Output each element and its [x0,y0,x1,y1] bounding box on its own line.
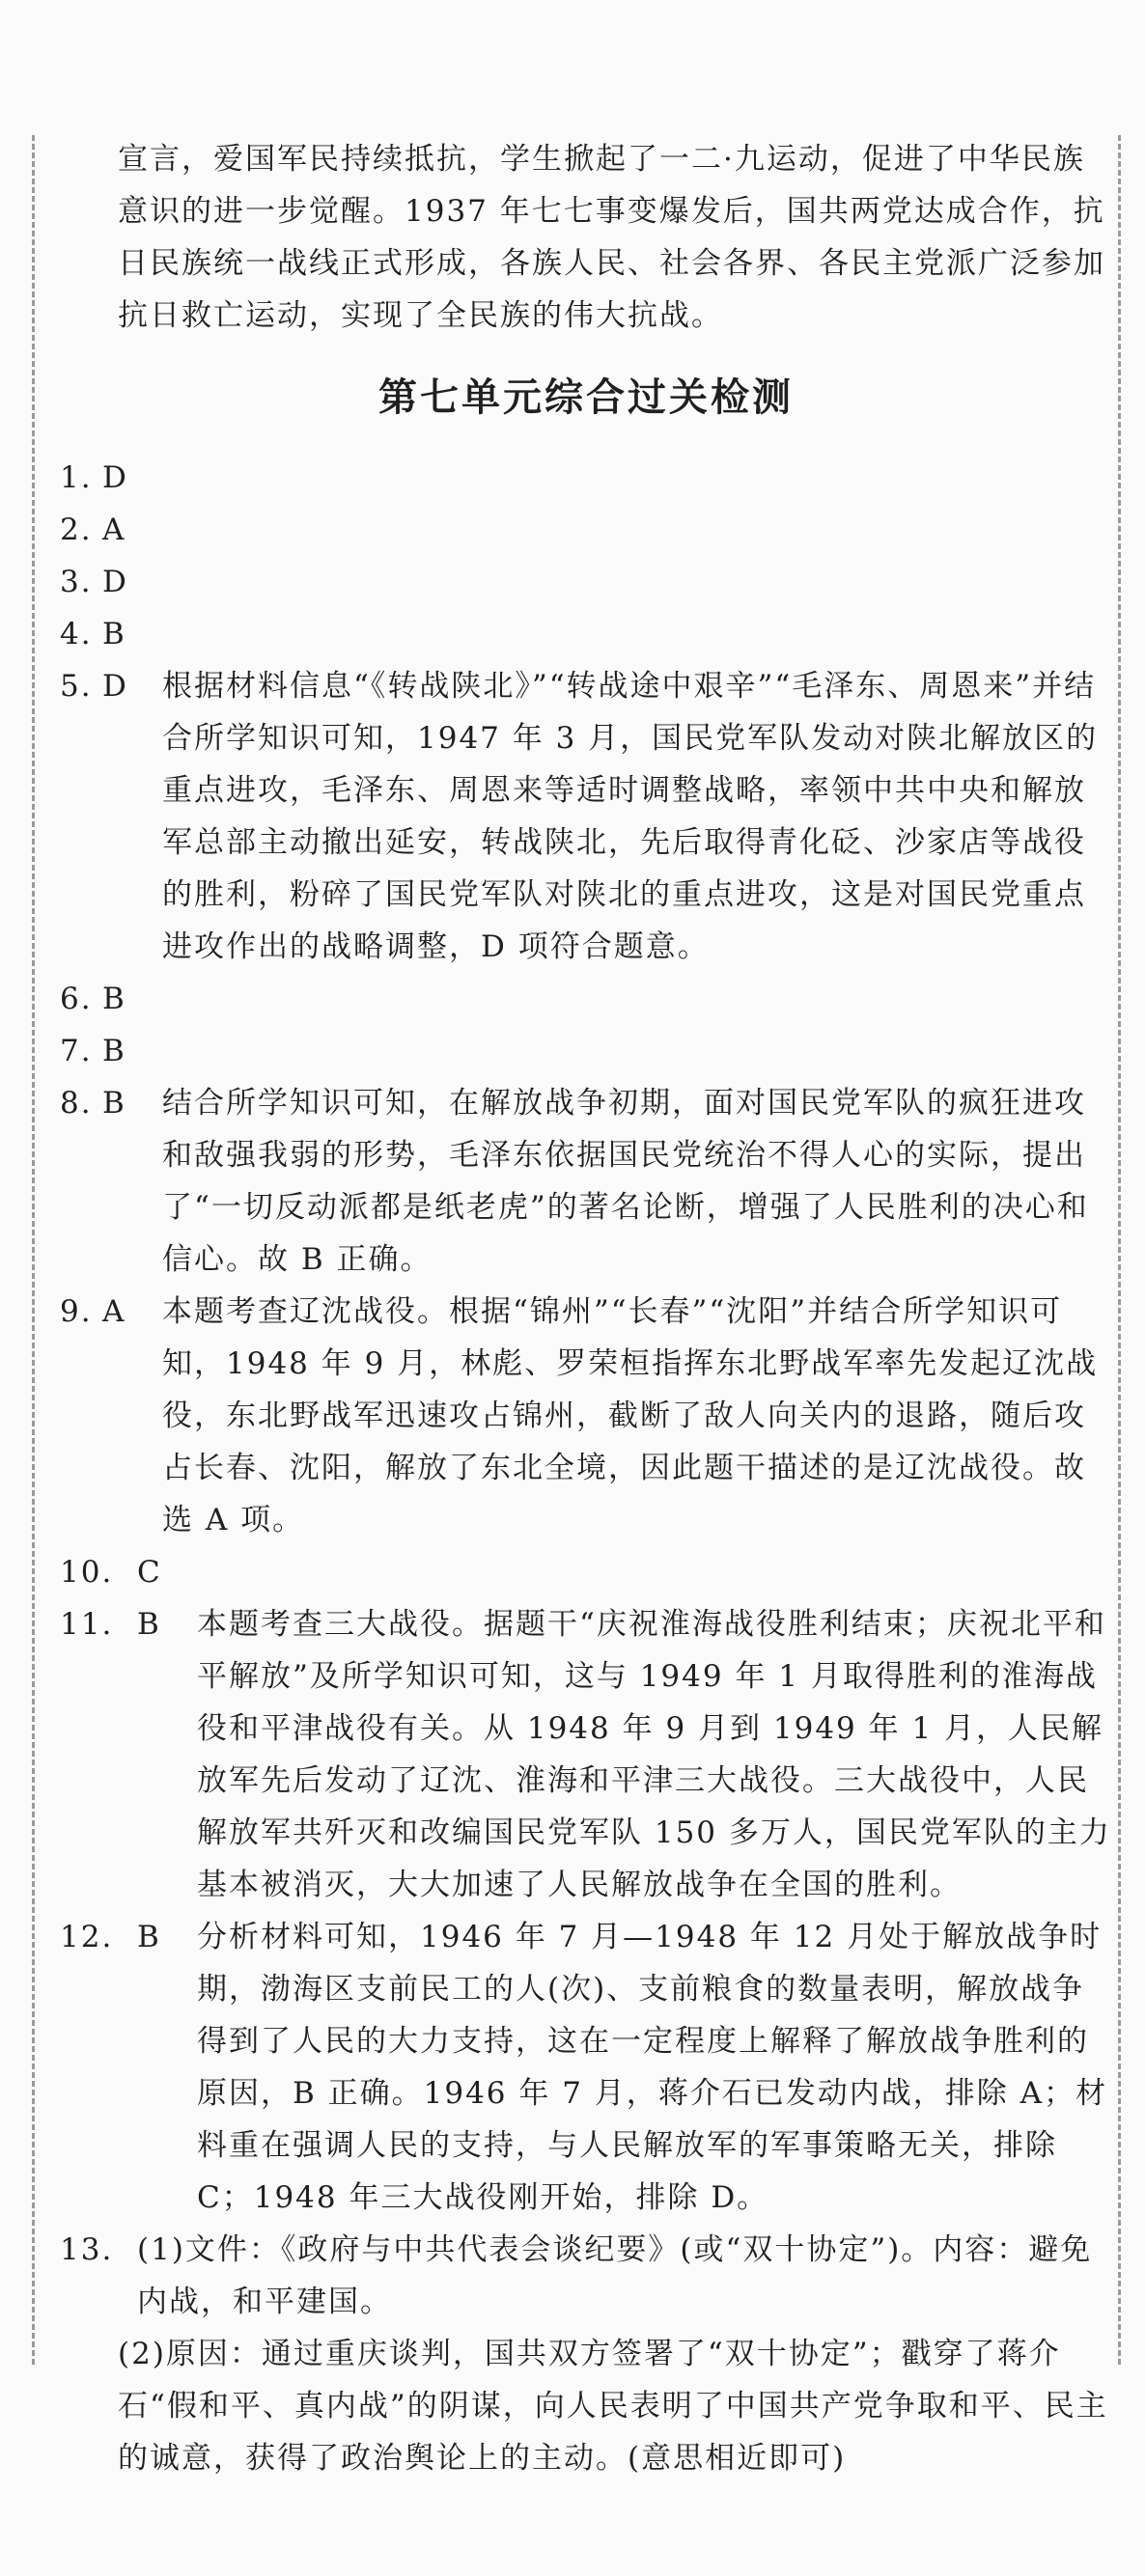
answer-choice: B [137,1920,161,1954]
answer-number: 3. [60,565,93,599]
answer-number: 9. [60,1294,93,1329]
answer-item-1 [60,452,1112,504]
answer-explanation: 本题考查三大战役。据题干“庆祝淮海战役胜利结束；庆祝北平和平解放”及所学知识可知，这与 1949 年 1 月取得胜利的淮海战役和平津战役有关。从 1948 年 9 月到 1949 年 1 月，人民解放军先后发动了辽沈、淮海和平津三大战役。三大战役中，人民解放军共歼灭和改编国民党军队 150 多万人，国民党军队的主力基本被消灭，大大加速了人民解放战争在全国的胜利。 [197,1607,1111,1902]
answer-number: 12. [60,1920,114,1954]
answer-item-9 [60,1286,1112,1546]
answer-explanation: 根据材料信息“《转战陕北》”“转战途中艰辛”“毛泽东、周恩来”并结合所学知识可知，1947 年 3 月，国民党军队发动对陕北解放区的重点进攻，毛泽东、周恩来等适时调整战略，率领中共中央和解放军总部主动撤出延安，转战陕北，先后取得青化砭、沙家店等战役的胜利，粉碎了国民党军队对陕北的重点进攻，这是对国民党重点进攻作出的战略调整，D 项符合题意。 [162,669,1099,964]
answer-part-2: (2)原因：通过重庆谈判，国共双方签署了“双十协定”；戳穿了蒋介石“假和平、真内战”的阴谋，向人民表明了中国共产党争取和平、民主的诚意，获得了政治舆论上的主动。(意思相近即可) [118,2337,1108,2476]
answer-choice: B [102,982,126,1016]
answer-choice: B [102,617,126,651]
left-cut-line [32,135,35,2365]
right-cut-line [1118,135,1121,2365]
answer-choice: D [102,565,128,599]
answer-explanation: 分析材料可知，1946 年 7 月—1948 年 12 月处于解放战争时期，渤海区支前民工的人(次)、支前粮食的数量表明，解放战争得到了人民的大力支持，这在一定程度上解释了解放战争胜利的原因，B 正确。1946 年 7 月，蒋介石已发动内战，排除 A；材料重在强调人民的支持，与人民解放军的军事策略无关，排除 C；1948 年三大战役刚开始，排除 D。 [197,1920,1108,2215]
answer-number: 5. [60,669,93,704]
page-content [60,133,1112,2484]
answer-number: 2. [60,512,93,547]
answer-choice: A [102,512,126,547]
answer-part-1: (1)文件：《政府与中共代表会谈纪要》(或“双十协定”)。内容：避免内战，和平建国。 [137,2232,1093,2319]
answer-explanation: 结合所学知识可知，在解放战争初期，面对国民党军队的疯狂进攻和敌强我弱的形势，毛泽东依据国民党统治不得人心的实际，提出了“一切反动派都是纸老虎”的著名论断，增强了人民胜利的决心和信心。故 B 正确。 [162,1086,1089,1277]
answer-number: 6. [60,982,93,1016]
answer-choice: B [102,1034,126,1068]
answer-item-10 [60,1546,1112,1598]
answer-number: 13. [60,2232,114,2267]
answer-number: 11. [60,1607,114,1642]
answer-item-7 [60,1025,1112,1077]
answer-item-6 [60,973,1112,1025]
answer-choice: D [102,669,128,704]
answer-choice: A [102,1294,126,1329]
answer-choice: B [137,1607,161,1642]
intro-paragraph: 宣言，爱国军民持续抵抗，学生掀起了一二·九运动，促进了中华民族意识的进一步觉醒。1937 年七七事变爆发后，国共两党达成合作，抗日民族统一战线正式形成，各族人民、社会各界、各民主党派广泛参加抗日救亡运动，实现了全民族的伟大抗战。 [118,142,1105,333]
answer-number: 10. [60,1555,114,1590]
answer-item-4 [60,608,1112,660]
answer-item-11 [60,1598,1112,1911]
answer-choice: B [102,1086,126,1121]
answer-item-8 [60,1077,1112,1286]
answer-item-3 [60,556,1112,608]
answer-list [60,452,1112,2224]
answer-item-5 [60,660,1112,973]
answer-choice: C [137,1555,162,1590]
answer-item-12 [60,1911,1112,2224]
answer-number: 4. [60,617,93,651]
answer-choice: D [102,460,128,495]
section-title: 第七单元综合过关检测 [378,375,794,420]
answer-number: 8. [60,1086,93,1121]
answer-explanation: 本题考查辽沈战役。根据“锦州”“长春”“沈阳”并结合所学知识可知，1948 年 9 月，林彪、罗荣桓指挥东北野战军率先发起辽沈战役，东北野战军迅速攻占锦州，截断了敌人向关内的退路，随后攻占长春、沈阳，解放了东北全境，因此题干描述的是辽沈战役。故选 A 项。 [162,1294,1099,1537]
answer-item-13 [60,2224,1112,2328]
answer-number: 7. [60,1034,93,1068]
answer-number: 1. [60,460,93,495]
answer-item-2 [60,504,1112,556]
